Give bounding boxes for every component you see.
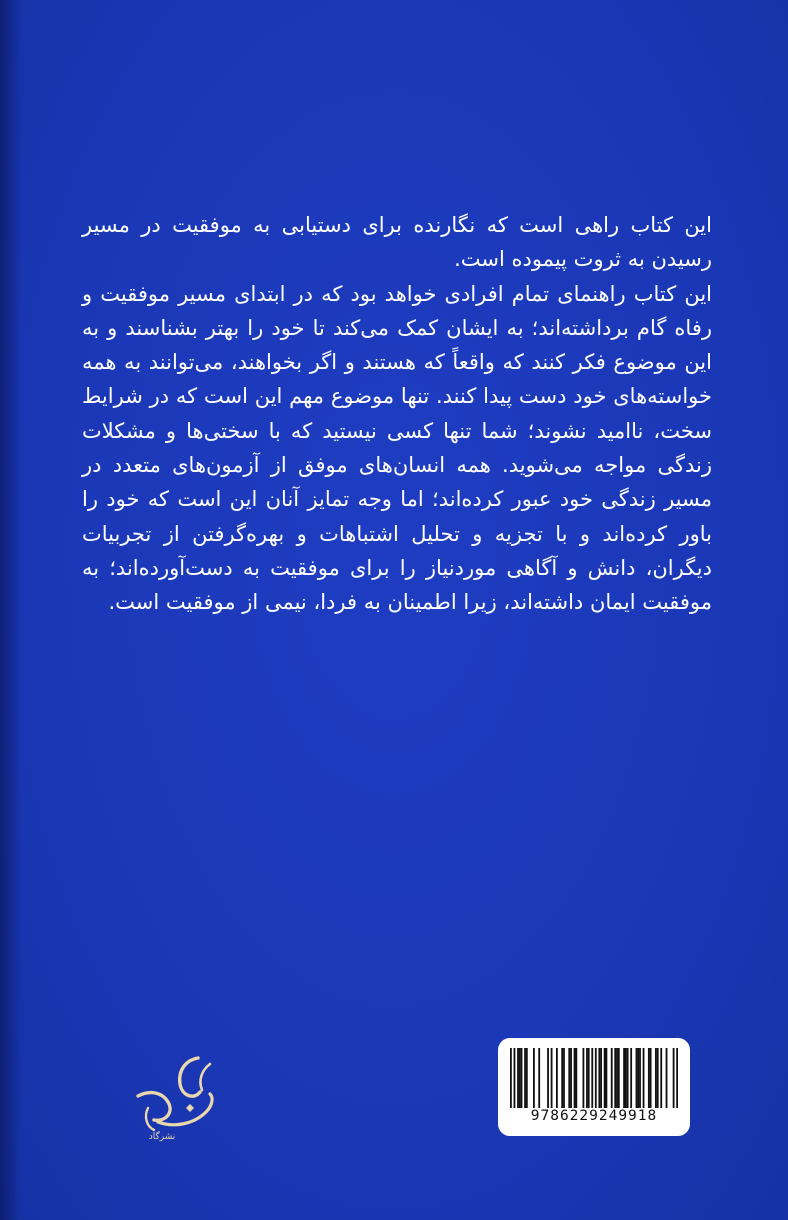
barcode-bar [650, 1048, 652, 1108]
barcode-bar [583, 1048, 585, 1108]
barcode-bar [614, 1048, 616, 1108]
barcode-bar [570, 1048, 572, 1108]
barcode-bar [538, 1048, 540, 1108]
barcode-bar [591, 1048, 593, 1108]
barcode-bar [574, 1048, 576, 1108]
barcode-bar [673, 1048, 675, 1108]
barcode-bar [521, 1048, 523, 1108]
isbn-barcode [498, 1038, 690, 1136]
barcode-bar [551, 1048, 553, 1108]
barcode-bars [510, 1048, 678, 1108]
barcode-bar [533, 1048, 535, 1108]
barcode-bar [556, 1048, 558, 1108]
barcode-bar [526, 1048, 528, 1108]
isbn-number: 9786229249918 [530, 1108, 658, 1124]
barcode-bar [588, 1048, 590, 1108]
barcode-bar [648, 1048, 650, 1108]
barcode-bar [616, 1048, 618, 1108]
barcode-bar [586, 1048, 588, 1108]
barcode-bar [655, 1048, 657, 1108]
barcode-bar [643, 1048, 645, 1108]
publisher-name: نشرگاد [148, 1132, 176, 1142]
barcode-bar [604, 1048, 606, 1108]
barcode-bar [639, 1048, 641, 1108]
barcode-bar [514, 1048, 516, 1108]
barcode-bar [568, 1048, 570, 1108]
barcode-bar [618, 1048, 620, 1108]
barcode-bar [625, 1048, 627, 1108]
barcode-bar [561, 1048, 563, 1108]
barcode-bar [637, 1048, 639, 1108]
barcode-bar [636, 1048, 638, 1108]
barcode-bar [627, 1048, 629, 1108]
barcode-bar [657, 1048, 659, 1108]
barcode-bar [666, 1048, 668, 1108]
barcode-bar [547, 1048, 549, 1108]
blurb-paragraph-2: این کتاب راهنمای تمام افرادی خواهد بود که در ابتدای مسیر موفقیت و رفاه گام برداشته‌اند؛ به ایشان کمک می‌کند تا خود را بهتر بشناسند و به این موضوع فکر کنند که واقعاً که هستند و اگر بخواهند، می‌توانند به همه خواسته‌های خود دست پیدا کنند. تنها موضوع مهم این است که در شرایط سخت، ناامید نشوند؛ شما تنها کسی نیستید که با سختی‌ها و مشکلات زندگی مواجه می‌شوید. همه انسان‌های موفق از آزمون‌های متعدد در مسیر زندگی خود عبور کرده‌اند؛ اما وجه تمایز آنان این است که خود را باور کرده‌اند و با تجزیه و تحلیل اشتباهات و بهره‌گرفتن از تجربیات دیگران، دانش و آگاهی موردنیاز را برای موفقیت به دست‌آورده‌اند؛ به موفقیت ایمان داشته‌اند، زیرا اطمینان به فردا، نیمی از موفقیت است. [82, 281, 712, 615]
barcode-bar [575, 1048, 577, 1108]
back-cover-blurb [82, 208, 712, 620]
barcode-bar [605, 1048, 607, 1108]
barcode-bar [660, 1048, 662, 1108]
barcode-bar [595, 1048, 597, 1108]
barcode-bar [517, 1048, 519, 1108]
barcode-bar [563, 1048, 565, 1108]
barcode-bar [524, 1048, 526, 1108]
blurb-paragraph-1: این کتاب راهی است که نگارنده برای دستیابی به موفقیت در مسیر رسیدن به ثروت پیموده است. [82, 213, 712, 272]
barcode-bar [630, 1048, 632, 1108]
barcode-bar [600, 1048, 602, 1108]
barcode-bar [611, 1048, 613, 1108]
barcode-bar [623, 1048, 625, 1108]
barcode-bar [676, 1048, 678, 1108]
spine-shadow [0, 0, 22, 1220]
barcode-bar [598, 1048, 600, 1108]
barcode-bar [519, 1048, 521, 1108]
barcode-bar [510, 1048, 512, 1108]
